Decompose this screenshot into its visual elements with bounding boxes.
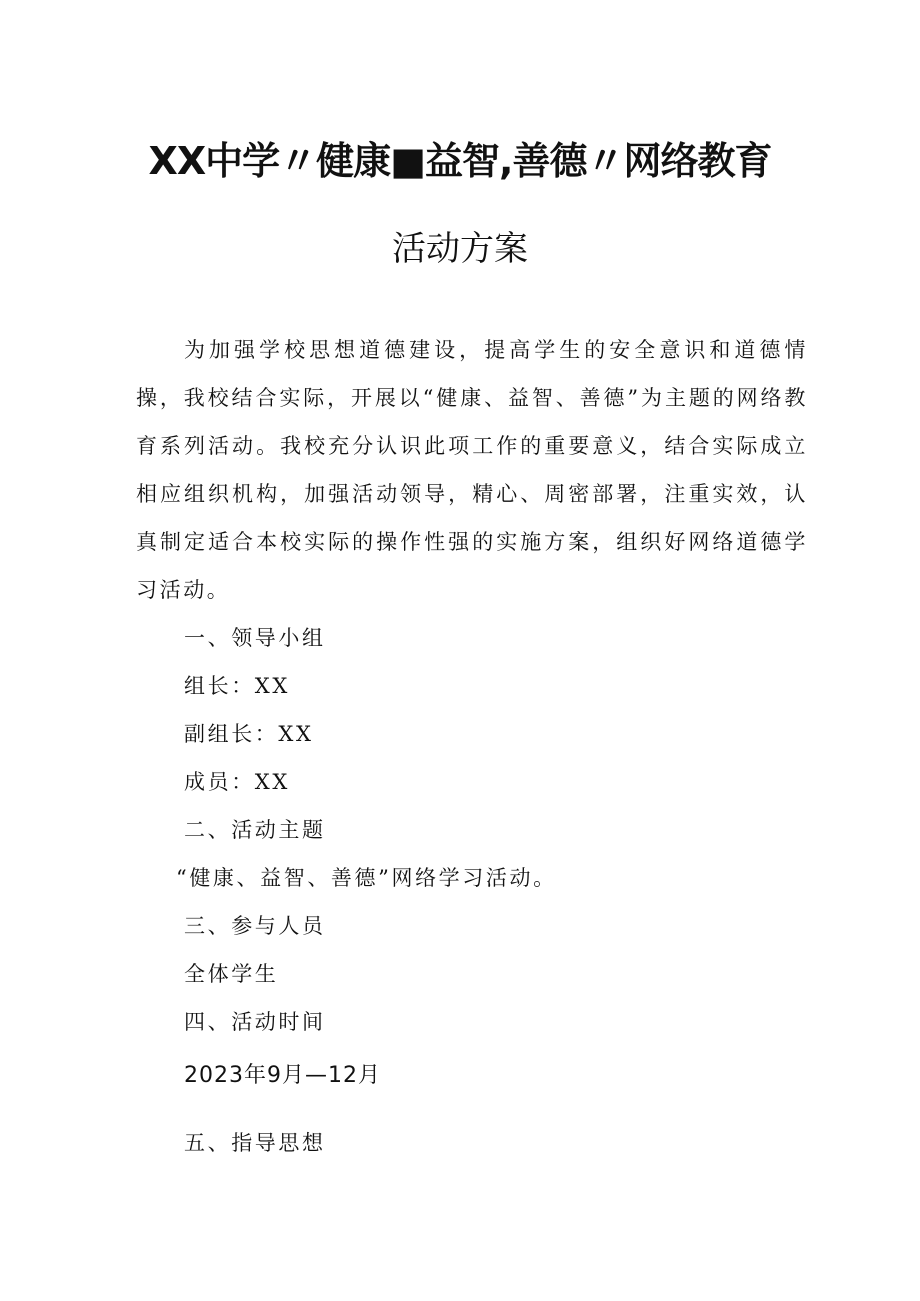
members-line: 成员：XX bbox=[184, 770, 290, 794]
section-heading-leadership: 一、领导小组 bbox=[184, 626, 326, 650]
document-title-line2: 活动方案 bbox=[392, 229, 528, 269]
participants-line: 全体学生 bbox=[184, 962, 279, 986]
section-heading-time: 四、活动时间 bbox=[184, 1010, 326, 1034]
time-line: 2023年9月—12月 bbox=[184, 1063, 381, 1088]
intro-paragraph: 为加强学校思想道德建设，提高学生的安全意识和道德情操，我校结合实际，开展以“健康、益智、善德”为主题的网络教育系列活动。我校充分认识此项工作的重要意义，结合实际成立相应组织机构，加强活动领导，精心、周密部署，注重实效，认真制定适合本校实际的操作性强的实施方案，组织好网络道德学习活动。 bbox=[136, 338, 808, 602]
section-heading-participants: 三、参与人员 bbox=[184, 914, 326, 938]
leader-line: 组长：XX bbox=[184, 674, 290, 698]
theme-line: “健康、益智、善德”网络学习活动。 bbox=[176, 866, 557, 890]
document-title-line1: XX中学〃健康■益智,善德〃网络教育 bbox=[148, 139, 772, 183]
deputy-leader-line: 副组长：XX bbox=[184, 722, 314, 746]
section-heading-theme: 二、活动主题 bbox=[184, 818, 326, 842]
section-heading-guiding-ideology: 五、指导思想 bbox=[184, 1131, 326, 1155]
